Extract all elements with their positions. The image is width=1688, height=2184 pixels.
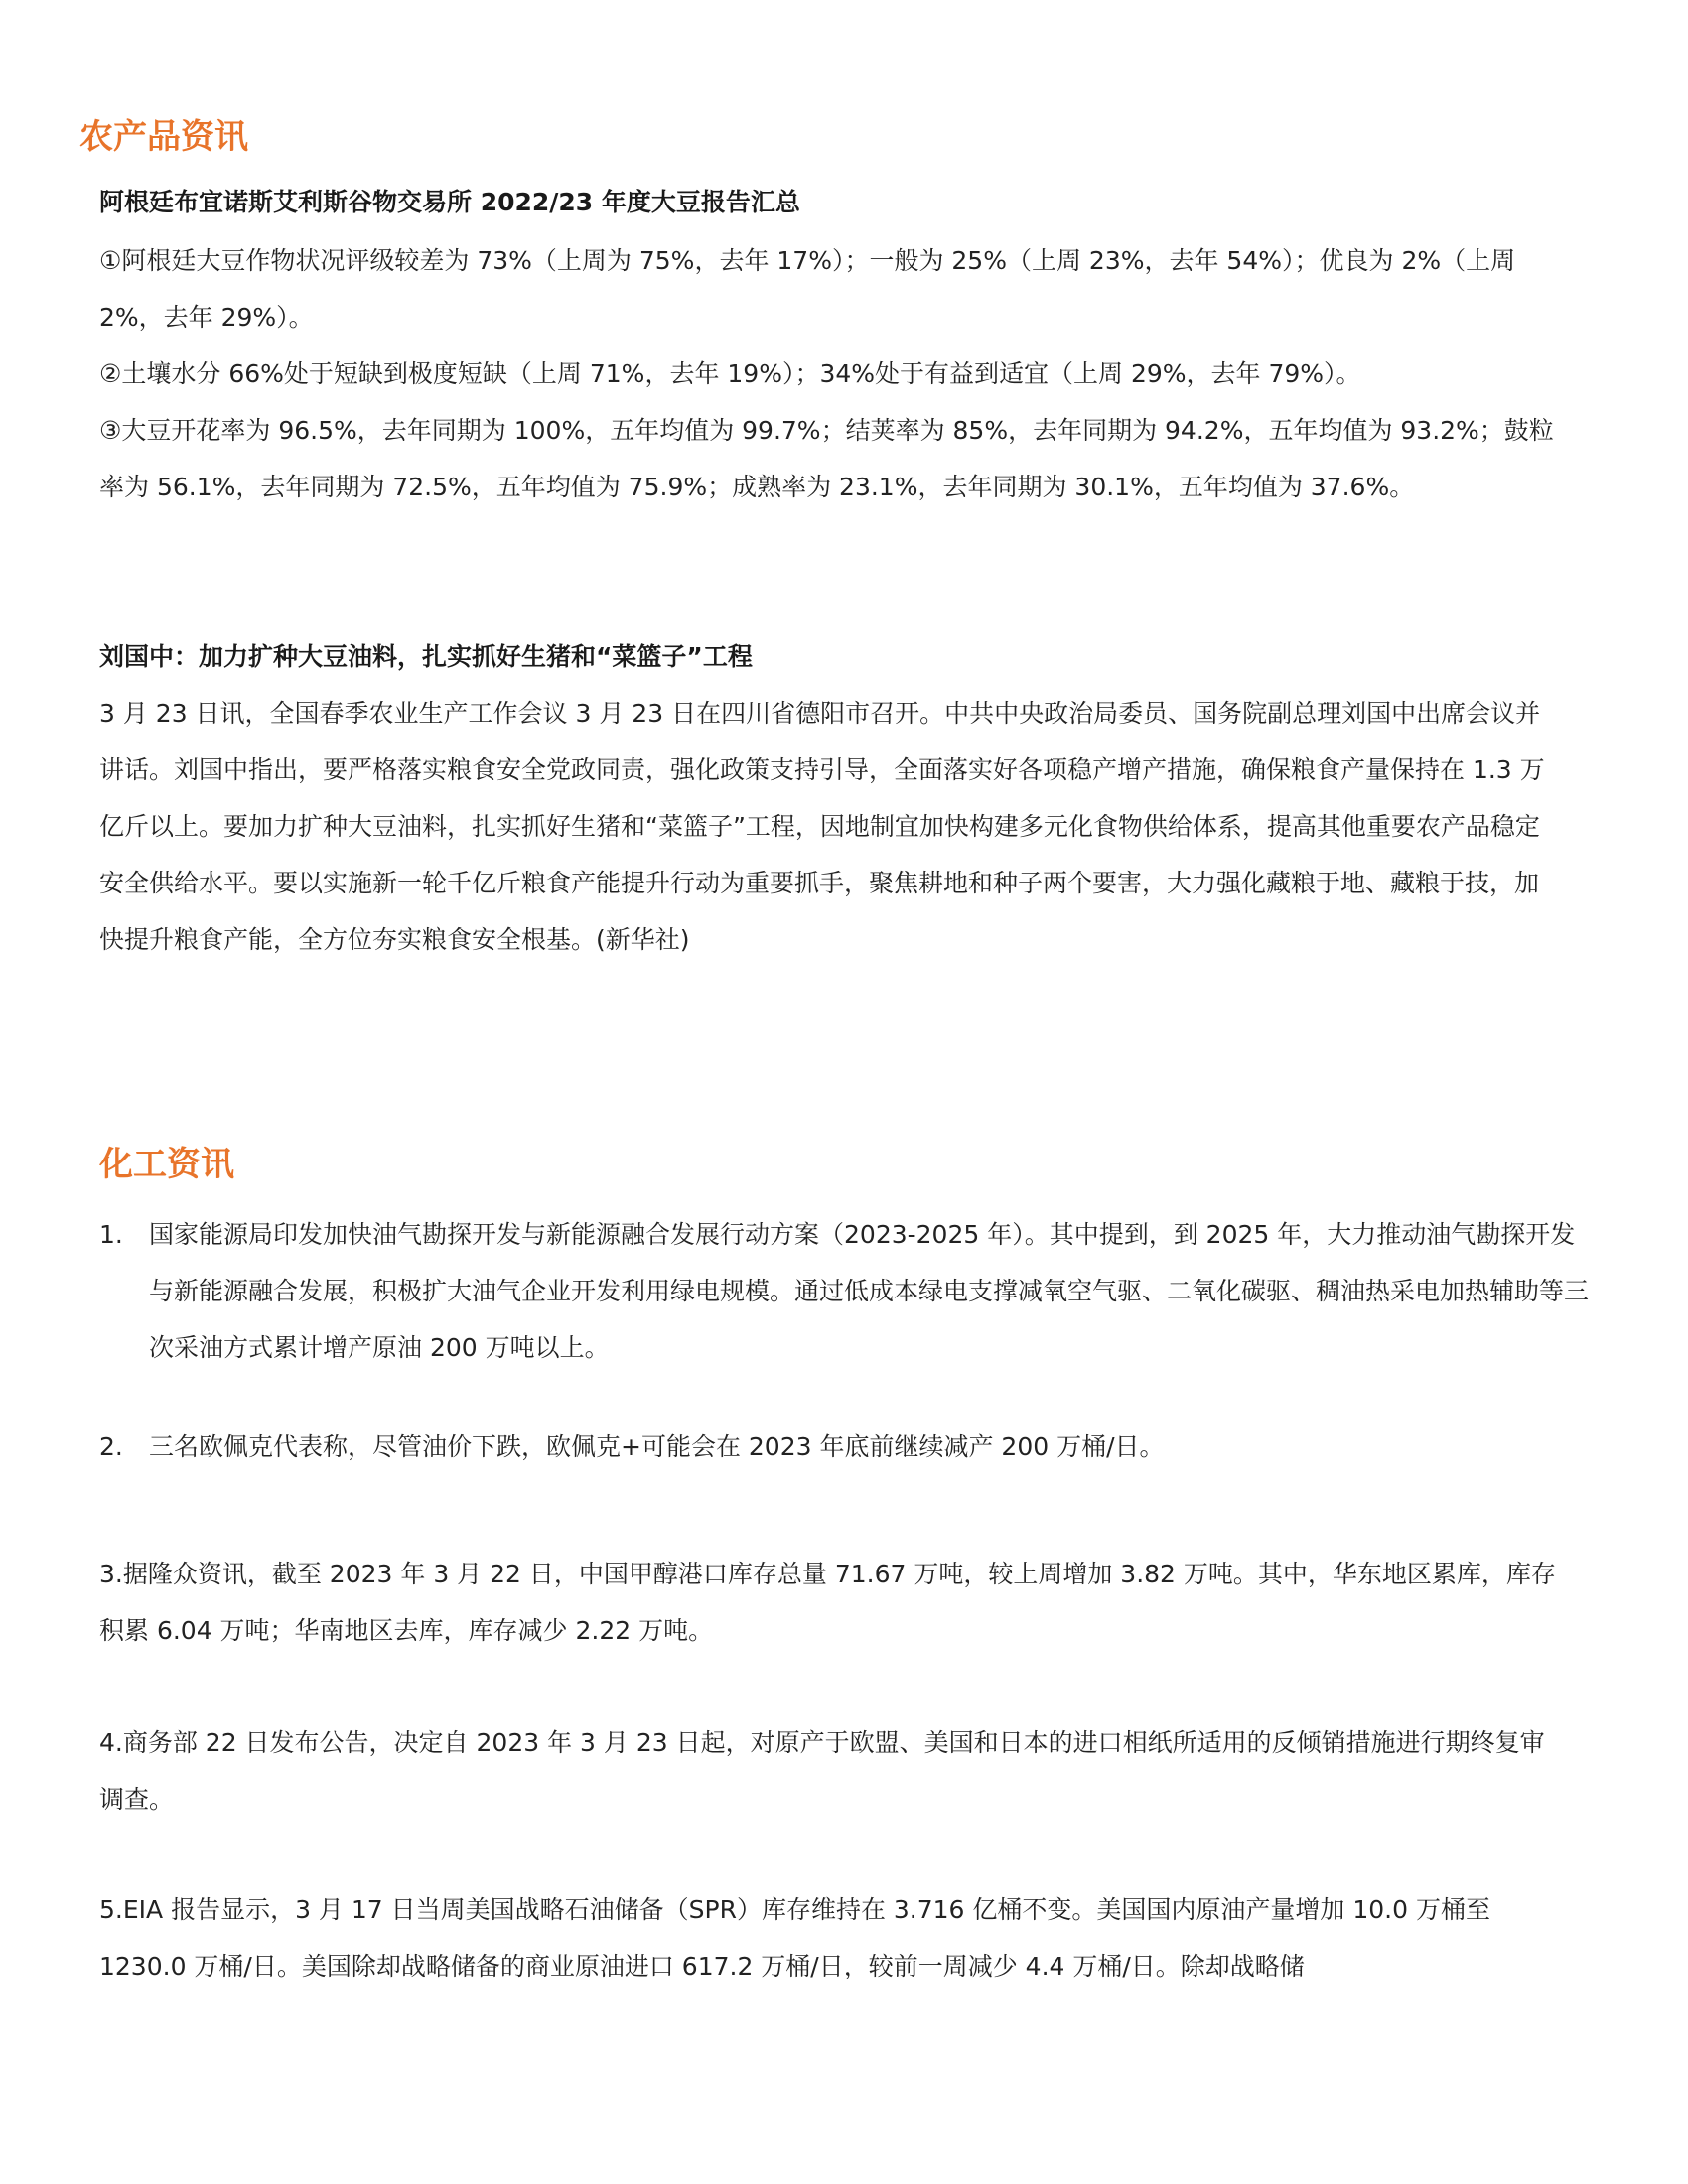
chem-news-item-5: 5.EIA 报告显示，3 月 17 日当周美国战略石油储备（SPR）库存维持在 3.716 亿桶不变。美国国内原油产量增加 10.0 万桶至 1230.0 万桶/日。美国除却战略储备的商业原油进口 617.2 万桶/日，较前一周减少 4.4 万桶/日。除却战略储 [99,1895,1490,1980]
chem-news-item-2 [99,1419,1599,1475]
item-text: 国家能源局印发加快油气勘探开发与新能源融合发展行动方案（2023-2025 年）。其中提到，到 2025 年，大力推动油气勘探开发与新能源融合发展，积极扩大油气企业开发利用绿电规模。通过低成本绿电支撑减氧空气驱、二氧化碳驱、稠油热采电加热辅助等三次采油方式累计增产原油 200 万吨以上。 [149,1220,1590,1362]
item-text: 三名欧佩克代表称，尽管油价下跌，欧佩克+可能会在 2023 年底前继续减产 200 万桶/日。 [149,1433,1165,1461]
soybean-progress-item: ③大豆开花率为 96.5%，去年同期为 100%，五年均值为 99.7%；结荚率为 85%，去年同期为 94.2%，五年均值为 93.2%；鼓粒率为 56.1%，去年同期为 72.5%，五年均值为 75.9%；成熟率为 23.1%，去年同期为 30.1%，五年均值为 37.6%。 [99,416,1554,501]
section-heading-agriculture: 农产品资讯 [79,117,248,157]
item-number: 1. [99,1220,123,1249]
chem-news-item-1 [99,1206,1599,1376]
soybean-condition-item: ①阿根廷大豆作物状况评级较差为 73%（上周为 75%，去年 17%）；一般为 25%（上周 23%，去年 54%）；优良为 2%（上周 2%，去年 29%）。 [99,246,1516,332]
soil-moisture-item: ②土壤水分 66%处于短缺到极度短缺（上周 71%，去年 19%）；34%处于有益到适宜（上周 29%，去年 79%）。 [99,359,1361,388]
chem-news-item-3: 3.据隆众资讯，截至 2023 年 3 月 22 日，中国甲醇港口库存总量 71.67 万吨，较上周增加 3.82 万吨。其中，华东地区累库，库存积累 6.04 万吨；华南地区去库，库存减少 2.22 万吨。 [99,1560,1556,1645]
article-title-liu-guozhong: 刘国中：加力扩种大豆油料，扎实抓好生猪和“菜篮子”工程 [99,642,753,671]
chem-news-item-4: 4.商务部 22 日发布公告，决定自 2023 年 3 月 23 日起，对原产于欧盟、美国和日本的进口相纸所适用的反倾销措施进行期终复审调查。 [99,1728,1545,1814]
section-heading-chemical: 化工资讯 [99,1145,234,1184]
article-title-soybean-report: 阿根廷布宜诺斯艾利斯谷物交易所 2022/23 年度大豆报告汇总 [99,188,800,216]
article-body-liu-guozhong: 3 月 23 日讯，全国春季农业生产工作会议 3 月 23 日在四川省德阳市召开。中共中央政治局委员、国务院副总理刘国中出席会议并讲话。刘国中指出，要严格落实粮食安全党政同责，强化政策支持引导，全面落实好各项稳产增产措施，确保粮食产量保持在 1.3 万亿斤以上。要加力扩种大豆油料，扎实抓好生猪和“菜篮子”工程，因地制宜加快构建多元化食物供给体系，提高其他重要农产品稳定安全供给水平。要以实施新一轮千亿斤粮食产能提升行动为重要抓手，聚焦耕地和种子两个要害，大力强化藏粮于地、藏粮于技，加快提升粮食产能，全方位夯实粮食安全根基。(新华社) [99,699,1545,954]
item-number: 2. [99,1433,123,1461]
